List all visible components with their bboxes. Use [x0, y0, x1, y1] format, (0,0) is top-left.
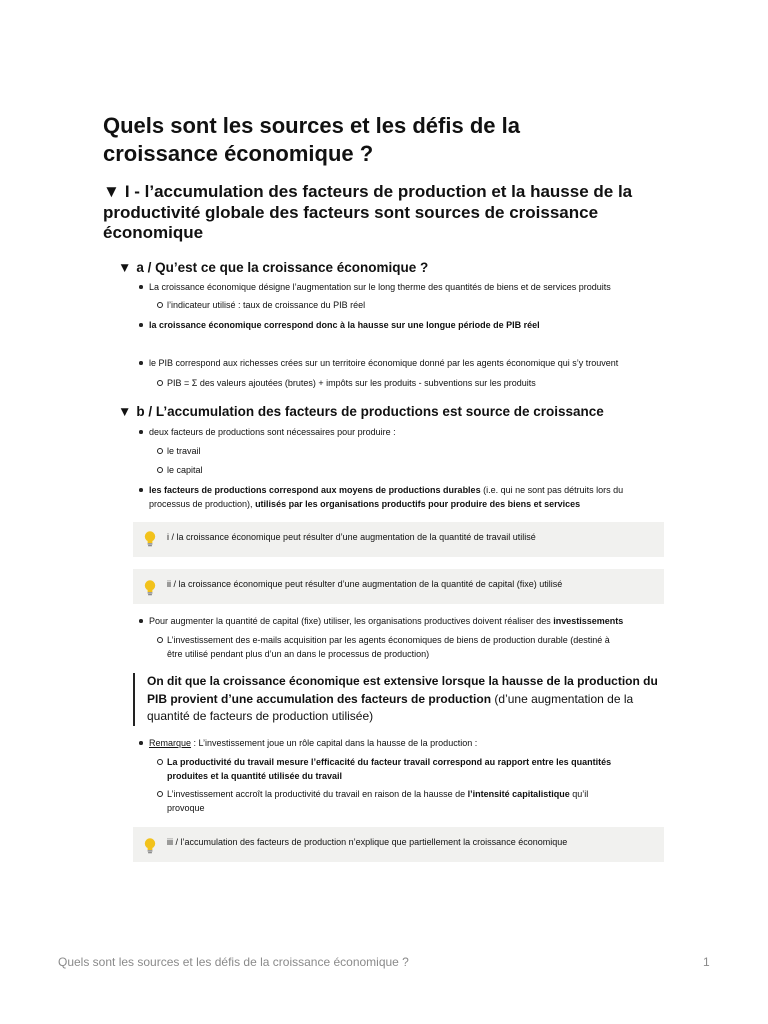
page-title	[103, 112, 623, 168]
section-1-heading-line3: économique	[103, 223, 204, 242]
list-item-bold: utilisés par les organisations productifs pour produire des biens et services	[255, 499, 581, 509]
toggle-triangle-icon[interactable]: ▼	[118, 260, 132, 275]
section-1-heading-text: I - l’accumulation des facteurs de production et la hausse de la	[124, 182, 633, 201]
remarque-label: Remarque	[149, 738, 192, 748]
list-item-line1	[167, 787, 672, 801]
list-item-bold: l’intensité capitalistique	[467, 789, 570, 799]
lightbulb-icon	[143, 530, 157, 548]
list-item-bold: la croissance économique correspond donc à la hausse sur une longue période de PIB réel	[149, 320, 540, 330]
quote-line1	[147, 673, 668, 691]
list-item: l’indicateur utilisé : taux de croissance du PIB réel	[167, 298, 667, 312]
section-1-heading-line1	[103, 182, 668, 203]
list-item	[167, 787, 672, 815]
callout-text: i / la croissance économique peut résulter d’une augmentation de la quantité de travail utilisé	[167, 532, 536, 542]
list-item-text: processus de production),	[149, 499, 256, 509]
callout-text: ii / la croissance économique peut résulter d’une augmentation de la quantité de capital (fixe) utilisé	[167, 579, 563, 589]
quote-line3: quantité de facteurs de production utilisée)	[147, 709, 374, 723]
callout-box	[133, 569, 664, 604]
list-item-line2	[167, 769, 672, 783]
list-item-text: L’investissement accroît la productivité du travail en raison de la hausse de	[167, 789, 468, 799]
list-item-line1	[149, 483, 669, 497]
sub-a-heading-text: a / Qu’est ce que la croissance économique ?	[136, 260, 429, 275]
list-item: PIB = Σ des valeurs ajoutées (brutes) + impôts sur les produits - subventions sur les produits	[167, 376, 667, 390]
list-item-line1	[167, 755, 672, 769]
callout-box	[133, 522, 664, 557]
list-item-line2: être utilisé pendant plus d’un an dans le processus de production)	[167, 649, 430, 659]
page-title-text: Quels sont les sources et les défis de la croissance économique ?	[103, 113, 520, 166]
list-item-text: : L’investissement joue un rôle capital dans la hausse de la production :	[191, 738, 478, 748]
callout-box	[133, 827, 664, 862]
list-item	[149, 736, 669, 750]
list-item-bold: les facteurs de productions correspond aux moyens de productions durables	[149, 485, 481, 495]
quote-text: (d’une augmentation de la	[491, 691, 634, 706]
list-item	[167, 633, 672, 661]
section-1-heading-line2: productivité globale des facteurs sont sources de croissance	[103, 202, 599, 222]
list-item: La croissance économique désigne l’augmentation sur le long therme des quantités de biens et de services produits	[149, 280, 669, 294]
sub-a-heading[interactable]	[118, 259, 658, 276]
list-item	[149, 483, 669, 511]
lightbulb-icon	[143, 579, 157, 597]
list-item-line1: L’investissement des e-mails acquisition par les agents économiques de biens de production durable (destiné à	[167, 635, 610, 645]
footer-title: Quels sont les sources et les défis de la croissance économique ?	[58, 955, 409, 969]
page-number: 1	[703, 955, 710, 969]
quote-line2	[147, 691, 668, 709]
list-item: deux facteurs de productions sont nécessaires pour produire :	[149, 425, 669, 439]
lightbulb-icon	[143, 837, 157, 855]
list-item	[149, 614, 669, 628]
list-item-line2: provoque	[167, 803, 205, 813]
list-item	[167, 755, 672, 783]
sub-b-heading[interactable]	[118, 403, 678, 420]
list-item-text: Pour augmenter la quantité de capital (fixe) utiliser, les organisations productives doivent réaliser des	[149, 616, 554, 626]
quote-bold: On dit que la croissance économique est extensive lorsque la hausse de la production du	[147, 674, 658, 688]
sub-b-heading-text: b / L’accumulation des facteurs de productions est source de croissance	[136, 404, 604, 419]
list-item	[149, 318, 669, 332]
list-item: le PIB correspond aux richesses crées sur un territoire économique donné par les agents économique qui s’y trouvent	[149, 356, 669, 370]
list-item-line2	[149, 497, 669, 511]
list-item-bold: La productivité du travail mesure l’efficacité du facteur travail correspond au rapport entre les quantités	[167, 757, 612, 767]
list-item: le capital	[167, 463, 667, 477]
callout-text: iii / l’accumulation des facteurs de production n’explique que partiellement la croissance économique	[167, 837, 568, 847]
list-item-bold: produites et la quantité utilisée du travail	[167, 771, 343, 781]
list-item: le travail	[167, 444, 667, 458]
toggle-triangle-icon[interactable]: ▼	[103, 182, 120, 201]
quote-block	[133, 673, 668, 726]
section-1-heading[interactable]	[103, 182, 668, 244]
toggle-triangle-icon[interactable]: ▼	[118, 404, 132, 419]
quote-bold: PIB provient d’une accumulation des facteurs de production	[147, 691, 492, 706]
list-item-bold: investissements	[553, 616, 624, 626]
list-item-text: (i.e. qui ne sont pas détruits lors du	[480, 485, 624, 495]
list-item-text: qu’il	[569, 789, 589, 799]
